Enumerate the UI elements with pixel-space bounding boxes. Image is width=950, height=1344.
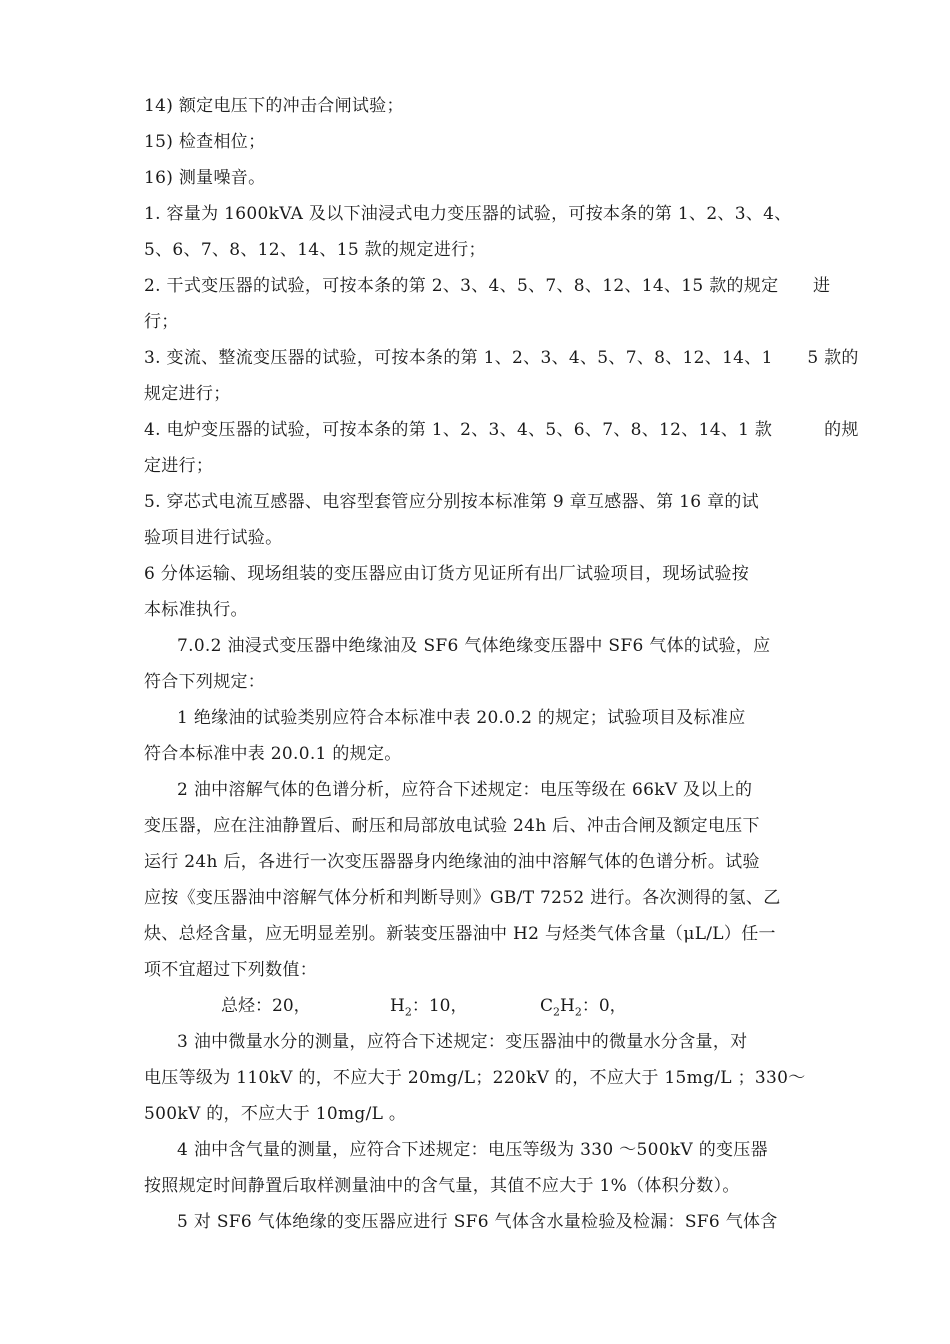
- text-line-24: 炔、总烃含量，应无明显差别。新装变压器油中 H2 与烃类气体含量（μL/L）任一: [144, 924, 776, 944]
- text-line-13: 验项目进行试验。: [144, 528, 283, 548]
- formula-h2: [390, 988, 467, 1024]
- formula-c2h2-sub2: 2: [574, 1005, 582, 1019]
- text-line-9: 规定进行；: [144, 384, 231, 404]
- text-line-29: 500kV 的，不应大于 10mg/L 。: [144, 1104, 407, 1124]
- text-line-20: 2 油中溶解气体的色谱分析，应符合下述规定：电压等级在 66kV 及以上的: [177, 780, 753, 800]
- text-line-2: 15) 检查相位；: [144, 132, 266, 152]
- text-line-1: 14) 额定电压下的冲击合闸试验；: [144, 96, 404, 116]
- formula-total-hydrocarbon: 总烃：20，: [221, 996, 311, 1016]
- formula-h2-symbol: H: [390, 996, 405, 1016]
- text-line-19: 符合本标准中表 20.0.1 的规定。: [144, 744, 402, 764]
- text-line-14: 6 分体运输、现场组装的变压器应由订货方见证所有出厂试验项目，现场试验按: [144, 564, 750, 584]
- text-line-12: 5. 穿芯式电流互感器、电容型套管应分别按本标准第 9 章互感器、第 16 章的试: [144, 492, 759, 512]
- text-line-3: 16) 测量噪音。: [144, 168, 266, 188]
- formula-c2h2-sub1: 2: [553, 1005, 561, 1019]
- text-line-18: 1 绝缘油的试验类别应符合本标准中表 20.0.2 的规定；试验项目及标准应: [177, 708, 746, 728]
- text-line-10: 4. 电炉变压器的试验，可按本条的第 1、2、3、4、5、6、7、8、12、14、1 款 的规: [144, 420, 859, 440]
- text-line-25: 项不宜超过下列数值：: [144, 960, 317, 980]
- text-line-30: 4 油中含气量的测量，应符合下述规定：电压等级为 330 ～500kV 的变压器: [177, 1140, 768, 1160]
- text-line-17: 符合下列规定：: [144, 672, 266, 692]
- formula-h2-value: ：10，: [411, 996, 468, 1016]
- text-line-32: 5 对 SF6 气体绝缘的变压器应进行 SF6 气体含水量检验及检漏：SF6 气体含: [177, 1212, 778, 1232]
- section-heading-7-0-2: 7.0.2 油浸式变压器中绝缘油及 SF6 气体绝缘变压器中 SF6 气体的试验，应: [177, 636, 771, 656]
- text-line-7: 行；: [144, 312, 179, 332]
- text-line-6: 2. 干式变压器的试验，可按本条的第 2、3、4、5、7、8、12、14、15 款的规定 进: [144, 276, 831, 296]
- text-line-31: 按照规定时间静置后取样测量油中的含气量，其值不应大于 1%（体积分数）。: [144, 1176, 740, 1196]
- formula-c2h2-h: H: [560, 996, 575, 1016]
- text-line-27: 3 油中微量水分的测量，应符合下述规定：变压器油中的微量水分含量，对: [177, 1032, 748, 1052]
- formula-c2h2-value: ：0，: [581, 996, 627, 1016]
- text-line-15: 本标准执行。: [144, 600, 248, 620]
- formula-c2h2: [540, 988, 627, 1024]
- text-line-5: 5、6、7、8、12、14、15 款的规定进行；: [144, 240, 486, 260]
- text-line-21: 变压器，应在注油静置后、耐压和局部放电试验 24h 后、冲击合闸及额定电压下: [144, 816, 760, 836]
- text-line-28: 电压等级为 110kV 的，不应大于 20mg/L；220kV 的，不应大于 15mg/L ；330～: [144, 1068, 806, 1088]
- text-line-8: 3. 变流、整流变压器的试验，可按本条的第 1、2、3、4、5、7、8、12、14、1 5 款的: [144, 348, 859, 368]
- formula-h2-subscript: 2: [404, 1005, 412, 1019]
- text-line-11: 定进行；: [144, 456, 214, 476]
- text-line-22: 运行 24h 后，各进行一次变压器器身内绝缘油的油中溶解气体的色谱分析。试验: [144, 852, 760, 872]
- text-line-4: 1. 容量为 1600kVA 及以下油浸式电力变压器的试验，可按本条的第 1、2、3、4、: [144, 204, 792, 224]
- text-line-23: 应按《变压器油中溶解气体分析和判断导则》GB/T 7252 进行。各次测得的氢、乙: [144, 888, 781, 908]
- formula-c2h2-c: C: [540, 996, 554, 1016]
